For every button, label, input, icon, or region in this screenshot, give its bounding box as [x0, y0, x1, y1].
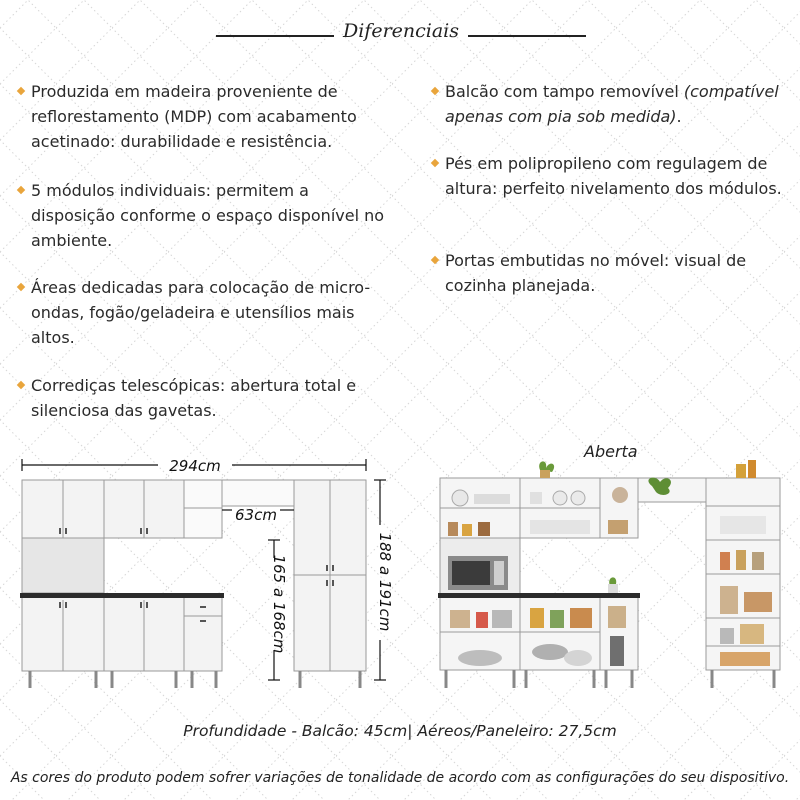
- bullet-diamond-icon: [431, 256, 439, 264]
- feature-item: Corrediças telescópicas: abertura total e silenciosa das gavetas.: [31, 373, 391, 423]
- features-right-column: [400, 0, 800, 430]
- features-left-column: [0, 0, 400, 430]
- color-disclaimer: As cores do produto podem sofrer variações de tonalidade de acordo com as configurações do seu dispositivo.: [10, 770, 790, 786]
- section-title: Diferenciais: [342, 20, 460, 42]
- feature-item: 5 módulos individuais: permitem a disposição conforme o espaço disponível no ambiente.: [31, 178, 391, 253]
- countertop: [20, 593, 224, 598]
- countertop: [438, 593, 640, 598]
- shelf-gap-dimension-label: 63cm: [235, 506, 277, 524]
- kitchen-closed-illustration: [0, 440, 400, 700]
- bullet-diamond-icon: [17, 283, 25, 291]
- open-state-label: Aberta: [584, 442, 638, 461]
- feature-item: Áreas dedicadas para colocação de micro-ondas, fogão/geladeira e utensílios mais altos.: [31, 275, 391, 350]
- bullet-diamond-icon: [431, 87, 439, 95]
- microwave-niche: [22, 538, 104, 593]
- wall-height-dimension-label: 165 a 168cm: [270, 554, 288, 654]
- feature-item: Portas embutidas no móvel: visual de cozinha planejada.: [445, 248, 790, 298]
- bullet-diamond-icon: [431, 159, 439, 167]
- total-height-dimension-label: 188 a 191cm: [376, 532, 394, 632]
- depth-caption: Profundidade - Balcão: 45cm| Aéreos/Paneleiro: 27,5cm: [183, 722, 617, 740]
- upper-open-shelf: [184, 480, 222, 538]
- feature-item: Produzida em madeira proveniente de reflorestamento (MDP) com acabamento acetinado: durabilidade e resistência.: [31, 79, 391, 154]
- bullet-diamond-icon: [17, 87, 25, 95]
- bullet-diamond-icon: [17, 186, 25, 194]
- bullet-diamond-icon: [17, 381, 25, 389]
- feature-item: Pés em polipropileno com regulagem de altura: perfeito nivelamento dos módulos.: [445, 151, 790, 201]
- upper-open-shelf: [222, 480, 294, 506]
- feature-item: Balcão com tampo removível (compatível apenas com pia sob medida).: [445, 79, 790, 129]
- kitchen-open-illustration: [430, 440, 800, 700]
- upper-open-shelf: [638, 478, 706, 502]
- width-dimension-label: 294cm: [169, 457, 221, 475]
